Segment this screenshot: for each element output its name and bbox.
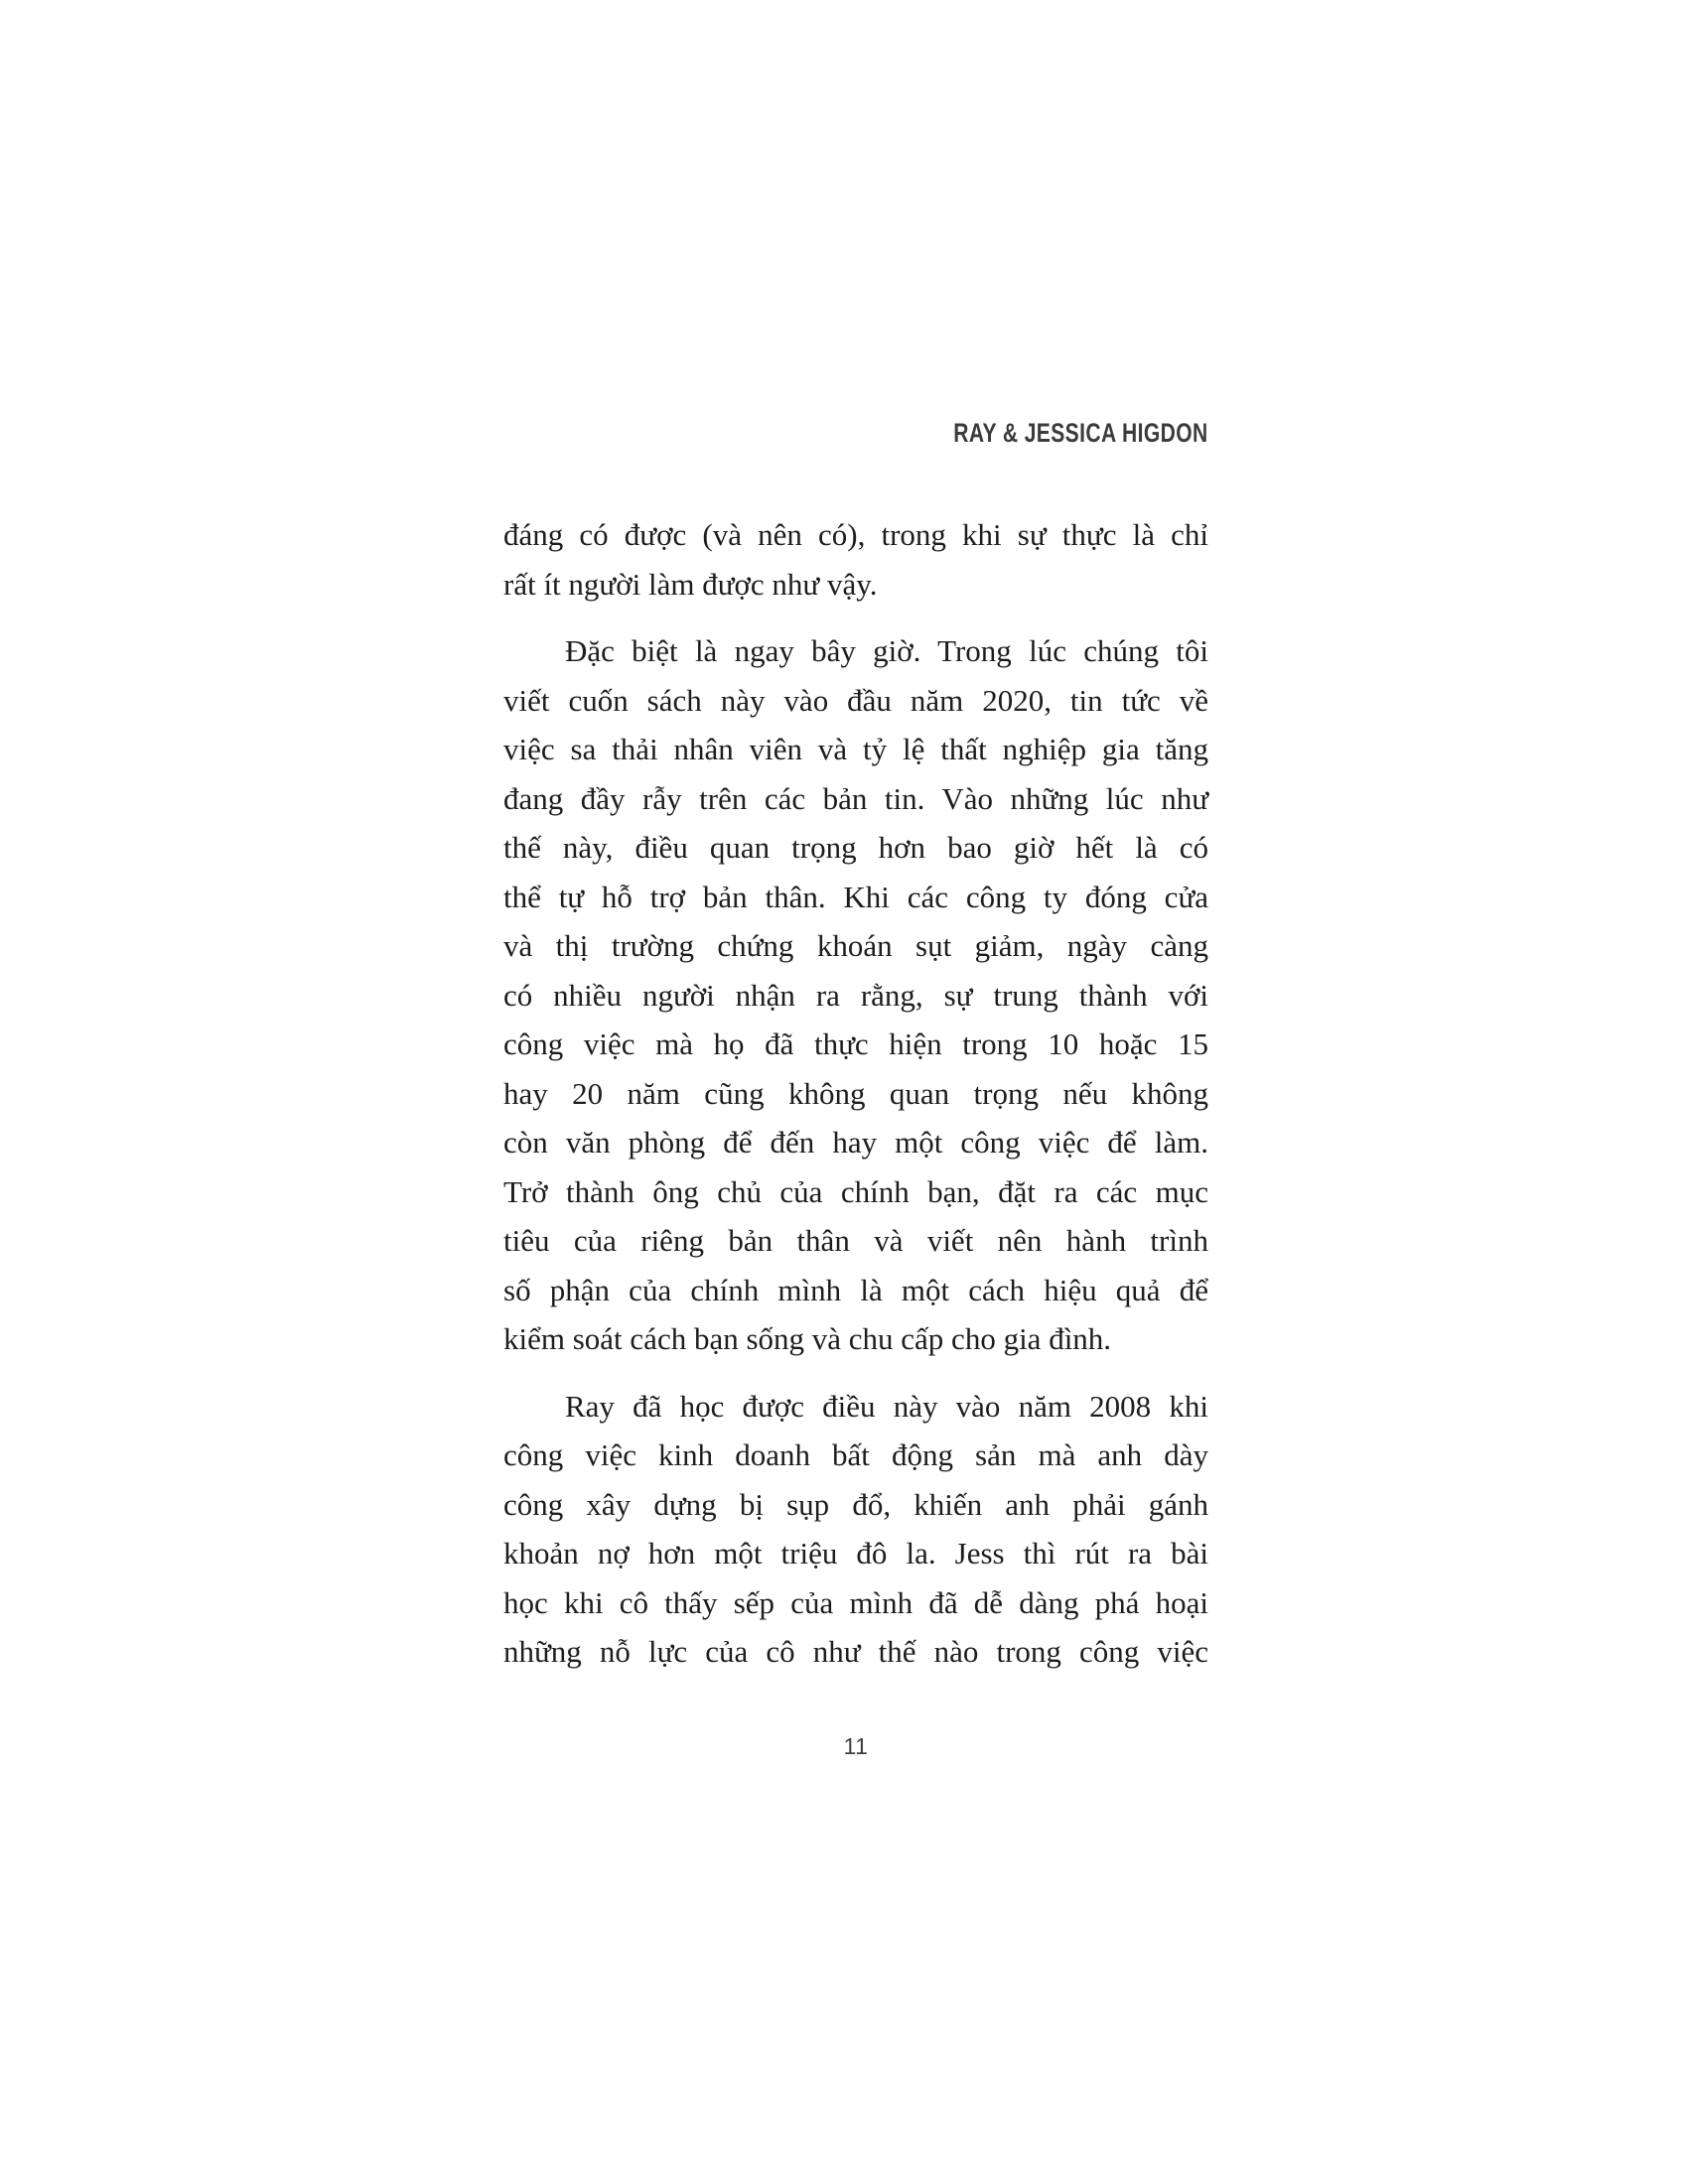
text-line: công việc kinh doanh bất động sản mà anh dày [503, 1437, 1208, 1472]
text-line: số phận của chính mình là một cách hiệu quả để [503, 1272, 1208, 1307]
text-line: kiểm soát cách bạn sống và chu cấp cho gia đình. [503, 1321, 1112, 1356]
paragraph [503, 510, 1208, 609]
text-line: và thị trường chứng khoán sụt giảm, ngày càng [503, 928, 1208, 963]
text-line: thế này, điều quan trọng hơn bao giờ hết là có [503, 830, 1208, 865]
text-line: có nhiều người nhận ra rằng, sự trung thành với [503, 977, 1208, 1013]
text-line: rất ít người làm được như vậy. [503, 566, 878, 602]
running-header-text: RAY & JESSICA HIGDON [953, 418, 1208, 448]
text-line: thể tự hỗ trợ bản thân. Khi các công ty đóng cửa [503, 879, 1208, 914]
text-line: học khi cô thấy sếp của mình đã dễ dàng phá hoại [503, 1584, 1208, 1620]
paragraph [503, 1382, 1208, 1677]
text-line: hay 20 năm cũng không quan trọng nếu không [503, 1075, 1208, 1111]
text-line: viết cuốn sách này vào đầu năm 2020, tin tức về [503, 682, 1208, 718]
text-line: Ray đã học được điều này vào năm 2008 khi [565, 1388, 1208, 1424]
text-line: đang đầy rẫy trên các bản tin. Vào những lúc như [503, 780, 1208, 816]
text-line: Trở thành ông chủ của chính bạn, đặt ra các mục [503, 1173, 1208, 1209]
paragraph [503, 626, 1208, 1364]
text-line: khoản nợ hơn một triệu đô la. Jess thì rút ra bài [503, 1536, 1208, 1570]
page-number: 11 [843, 1733, 869, 1759]
text-line: công việc mà họ đã thực hiện trong 10 hoặc 15 [503, 1026, 1208, 1061]
text-line: đáng có được (và nên có), trong khi sự thực là chỉ [503, 517, 1208, 552]
text-line: những nỗ lực của cô như thế nào trong công việc [503, 1634, 1208, 1669]
running-header [503, 418, 1208, 449]
text-line: tiêu của riêng bản thân và viết nên hành trình [503, 1223, 1208, 1258]
text-line: công xây dựng bị sụp đổ, khiến anh phải gánh [503, 1486, 1208, 1522]
page-body-text [503, 510, 1208, 1695]
text-line: Đặc biệt là ngay bây giờ. Trong lúc chúng tôi [565, 633, 1208, 668]
text-line: còn văn phòng để đến hay một công việc để làm. [503, 1125, 1208, 1160]
text-line: việc sa thải nhân viên và tỷ lệ thất nghiệp gia tăng [503, 732, 1208, 766]
